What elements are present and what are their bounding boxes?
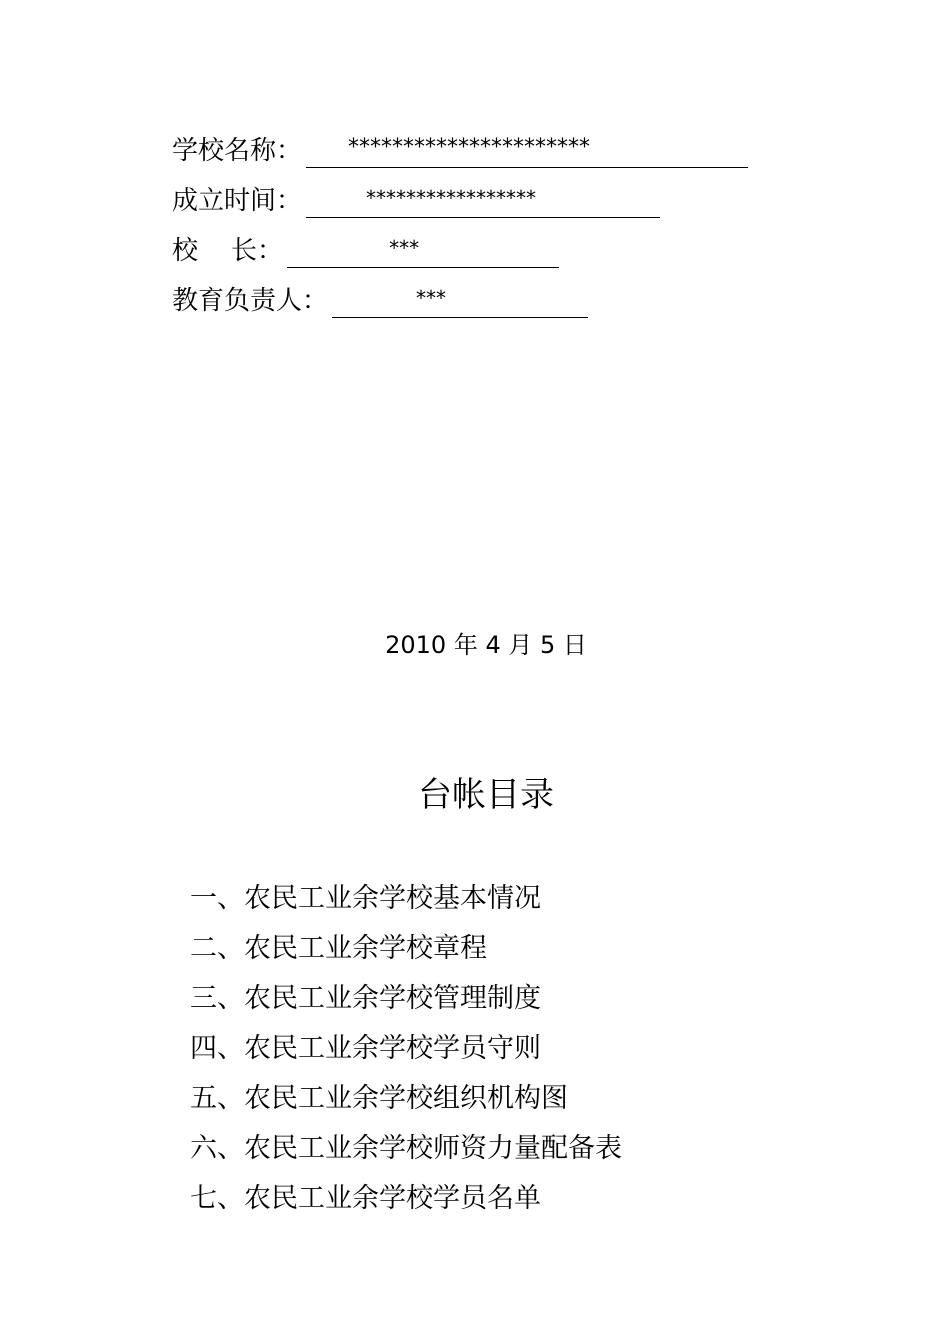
toc-list xyxy=(190,874,622,1224)
toc-item: 七、农民工业余学校学员名单 xyxy=(190,1183,541,1214)
toc-item: 六、农民工业余学校师资力量配备表 xyxy=(190,1133,622,1164)
principal-label: 校 长： xyxy=(172,236,284,266)
founded-date-text: ***************** xyxy=(366,186,537,210)
principal-value xyxy=(287,233,559,268)
principal-field xyxy=(172,228,559,268)
founded-date-value xyxy=(306,183,660,218)
principal-text: *** xyxy=(389,236,420,260)
school-name-value xyxy=(306,133,748,168)
toc-item: 二、农民工业余学校章程 xyxy=(190,933,487,964)
toc-item: 四、农民工业余学校学员守则 xyxy=(190,1033,541,1064)
document-date: 2010 年 4 月 5 日 xyxy=(385,631,587,659)
toc-item: 五、农民工业余学校组织机构图 xyxy=(190,1083,568,1114)
school-name-label: 学校名称： xyxy=(172,136,303,166)
founded-date-label: 成立时间： xyxy=(172,186,303,216)
founded-date-field xyxy=(172,178,660,218)
education-head-value xyxy=(332,283,588,318)
toc-item: 一、农民工业余学校基本情况 xyxy=(190,883,541,914)
toc-item: 三、农民工业余学校管理制度 xyxy=(190,983,541,1014)
school-name-field xyxy=(172,128,748,168)
education-head-text: *** xyxy=(416,286,447,310)
education-head-field xyxy=(172,278,588,318)
toc-title: 台帐目录 xyxy=(418,775,554,815)
school-name-text: ********************** xyxy=(348,135,591,160)
education-head-label: 教育负责人： xyxy=(172,286,329,316)
